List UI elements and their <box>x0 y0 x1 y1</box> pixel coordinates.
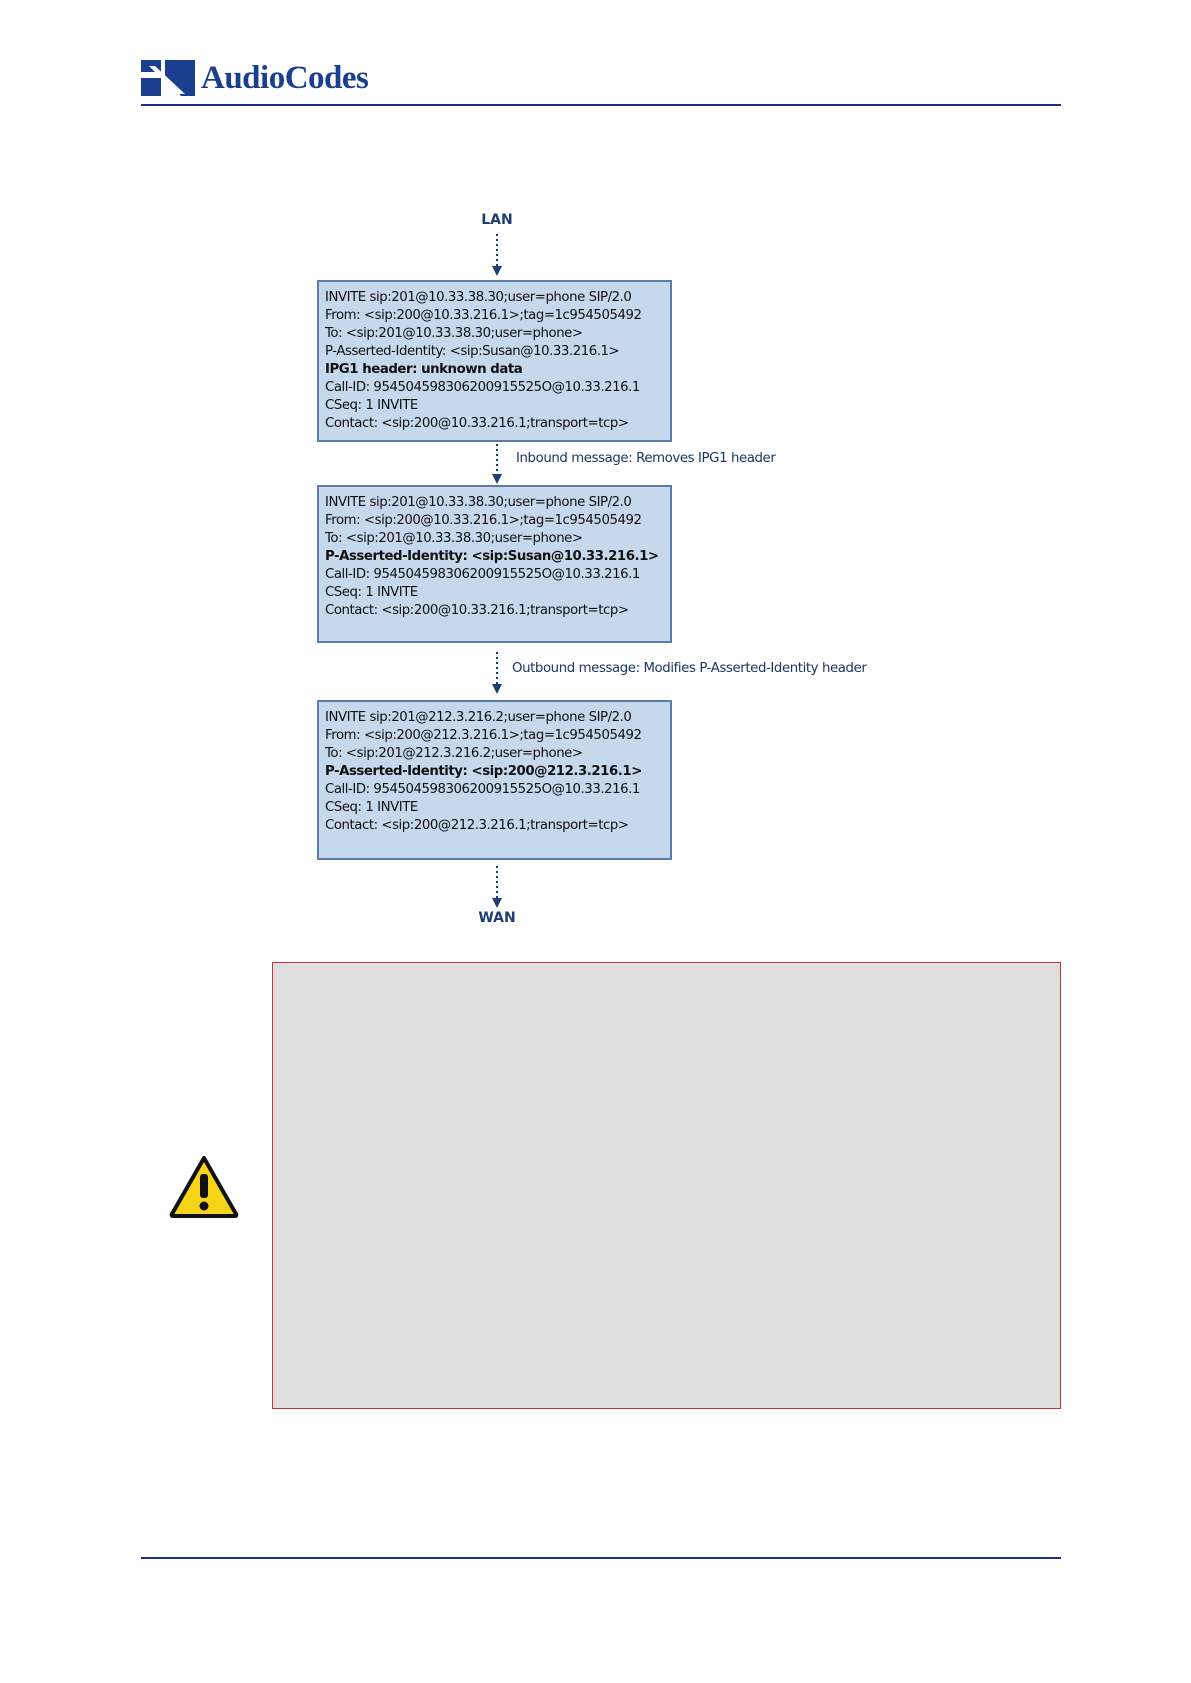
sip-header-line: Contact: <sip:200@212.3.216.1;transport=tcp> <box>325 818 629 833</box>
arrow-down-icon <box>491 444 503 484</box>
message-box-original <box>317 280 672 442</box>
audiocodes-logo-icon <box>141 58 197 98</box>
sip-header-line: From: <sip:200@10.33.216.1>;tag=1c954505492 <box>325 308 642 323</box>
outbound-annotation: Outbound message: Modifies P-Asserted-Identity header <box>512 661 867 676</box>
sip-header-line: From: <sip:200@212.3.216.1>;tag=1c954505492 <box>325 728 642 743</box>
sip-header-line: CSeq: 1 INVITE <box>325 800 418 815</box>
sip-header-line: To: <sip:201@10.33.38.30;user=phone> <box>325 326 583 341</box>
wan-label: WAN <box>478 910 516 926</box>
inbound-annotation: Inbound message: Removes IPG1 header <box>516 451 776 466</box>
arrow-down-icon <box>491 234 503 276</box>
sip-header-line: INVITE sip:201@10.33.38.30;user=phone SIP/2.0 <box>325 495 632 510</box>
sip-header-line: Call-ID: 954504598306200915525O@10.33.216.1 <box>325 782 640 797</box>
sip-header-line: P-Asserted-Identity: <sip:200@212.3.216.1> <box>325 764 642 779</box>
footer-rule <box>141 1557 1061 1559</box>
sip-header-line: From: <sip:200@10.33.216.1>;tag=1c954505492 <box>325 513 642 528</box>
message-box-outbound <box>317 700 672 860</box>
sip-header-line: CSeq: 1 INVITE <box>325 398 418 413</box>
sip-header-line: Call-ID: 954504598306200915525O@10.33.216.1 <box>325 567 640 582</box>
sip-header-line: INVITE sip:201@212.3.216.2;user=phone SIP/2.0 <box>325 710 632 725</box>
lan-label: LAN <box>481 212 513 228</box>
arrow-down-icon <box>491 652 503 694</box>
note-box <box>272 962 1061 1409</box>
sip-header-line: CSeq: 1 INVITE <box>325 585 418 600</box>
sip-header-line: P-Asserted-Identity: <sip:Susan@10.33.216.1> <box>325 344 620 359</box>
sip-header-line: P-Asserted-Identity: <sip:Susan@10.33.216.1> <box>325 549 659 564</box>
sip-header-line: Contact: <sip:200@10.33.216.1;transport=tcp> <box>325 603 629 618</box>
sip-header-line: To: <sip:201@10.33.38.30;user=phone> <box>325 531 583 546</box>
arrow-down-icon <box>491 866 503 908</box>
header-rule <box>141 104 1061 106</box>
sip-header-line: Call-ID: 954504598306200915525O@10.33.216.1 <box>325 380 640 395</box>
sip-header-line: To: <sip:201@212.3.216.2;user=phone> <box>325 746 583 761</box>
audiocodes-logo <box>141 56 368 100</box>
message-box-inbound <box>317 485 672 643</box>
brand-name: AudioCodes <box>201 59 369 96</box>
sip-header-line: Contact: <sip:200@10.33.216.1;transport=tcp> <box>325 416 629 431</box>
sip-header-line: IPG1 header: unknown data <box>325 362 523 377</box>
warning-icon <box>169 1155 239 1218</box>
sip-header-line: INVITE sip:201@10.33.38.30;user=phone SIP/2.0 <box>325 290 632 305</box>
